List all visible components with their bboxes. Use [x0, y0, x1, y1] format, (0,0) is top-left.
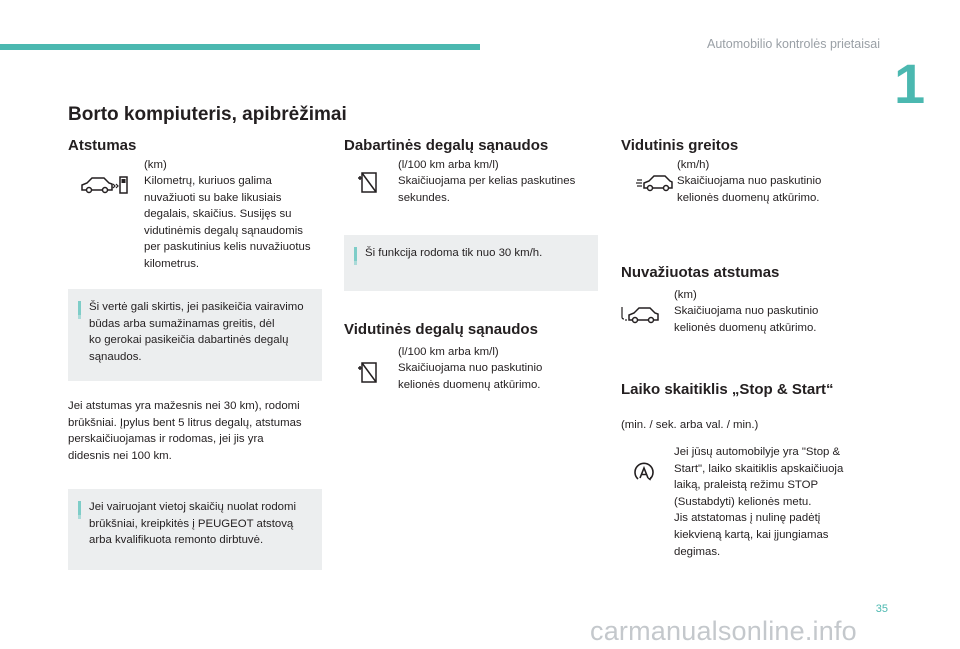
- section-title: Automobilio kontrolės prietaisai: [706, 37, 880, 51]
- atstumas-paragraph: Jei atstumas yra mažesnis nei 30 km), rodomi brūkšniai. Įpylus bent 5 litrus degalų, atstumas perskaičiuojamas ir rodomas, jei jis yra didesnis nei 100 km.: [68, 400, 302, 462]
- vidutines-description: Skaičiuojama nuo paskutinio kelionės duomenų atkūrimo.: [398, 362, 543, 391]
- heading-dabartines-sanaudos: Dabartinės degalų sąnaudos: [344, 137, 549, 154]
- note-box: [68, 489, 322, 570]
- nuvaziuotas-description: Skaičiuojama nuo paskutinio kelionės duomenų atkūrimo.: [674, 305, 819, 334]
- heading-vidutines-sanaudos: Vidutinės degalų sąnaudos: [344, 321, 538, 338]
- heading-stop-start: Laiko skaitiklis „Stop & Start“: [621, 381, 834, 398]
- average-speed-car-icon: [636, 173, 674, 193]
- page-number: 35: [875, 603, 888, 615]
- dabartines-description: Skaičiuojama per kelias paskutines sekundes.: [398, 175, 576, 204]
- stop-start-icon: [632, 461, 656, 485]
- fuel-consumption-icon: [357, 170, 379, 194]
- heading-vidutinis-greitis: Vidutinis greitos: [621, 137, 739, 154]
- chapter-number: 1: [894, 52, 926, 115]
- page-title: Borto kompiuteris, apibrėžimai: [68, 104, 347, 125]
- note-text: Jei vairuojant vietoj skaičių nuolat rodomi brūkšniai, kreipkitės į PEUGEOT atstovą arba kvalifikuota remonto dirbtuvė.: [89, 501, 297, 547]
- stop-start-description: Jei jūsų automobilyje yra "Stop & Start", laiko skaitiklis apskaičiuoja laiką, praleistą režimu STOP (Sustabdyti) kelionės metu. Jis atstatomas į nulinę padėtį kiekvieną kartą, kai įjungiamas degimas.: [674, 446, 844, 558]
- atstumas-unit: (km): [144, 159, 167, 171]
- greitis-unit: (km/h): [677, 159, 710, 171]
- note-bar: [78, 305, 81, 319]
- heading-atstumas: Atstumas: [68, 137, 137, 154]
- note-bar: [78, 505, 81, 519]
- nuvaziuotas-unit: (km): [674, 289, 697, 301]
- vidutines-unit: (l/100 km arba km/l): [398, 346, 499, 358]
- header-accent-bar: [0, 44, 480, 50]
- watermark: carmanualsonline.info: [590, 616, 857, 646]
- atstumas-description: Kilometrų, kuriuos galima nuvažiuoti su bake likusiais degalais, skaičius. Susijęs su vidutinėmis degalų sąnaudomis per paskutinius kelis nuvažiuotus kilometrus.: [144, 175, 311, 270]
- note-bar: [354, 251, 357, 265]
- distance-travelled-icon: [620, 305, 662, 325]
- range-car-fuel-icon: [80, 174, 130, 196]
- note-text: Ši vertė gali skirtis, jei pasikeičia vairavimo būdas arba sumažinamas greitis, dėl ko gerokai pasikeičia dabartinės degalų sąnaudos.: [89, 301, 304, 363]
- note-box: [68, 289, 322, 381]
- heading-nuvaziuotas-atstumas: Nuvažiuotas atstumas: [621, 264, 780, 281]
- note-text: Ši funkcija rodoma tik nuo 30 km/h.: [365, 247, 543, 259]
- dabartines-unit: (l/100 km arba km/l): [398, 159, 499, 171]
- average-consumption-icon: [357, 360, 379, 384]
- greitis-description: Skaičiuojama nuo paskutinio kelionės duomenų atkūrimo.: [677, 175, 822, 204]
- note-box: [344, 235, 598, 291]
- stop-start-unit: (min. / sek. arba val. / min.): [621, 419, 759, 431]
